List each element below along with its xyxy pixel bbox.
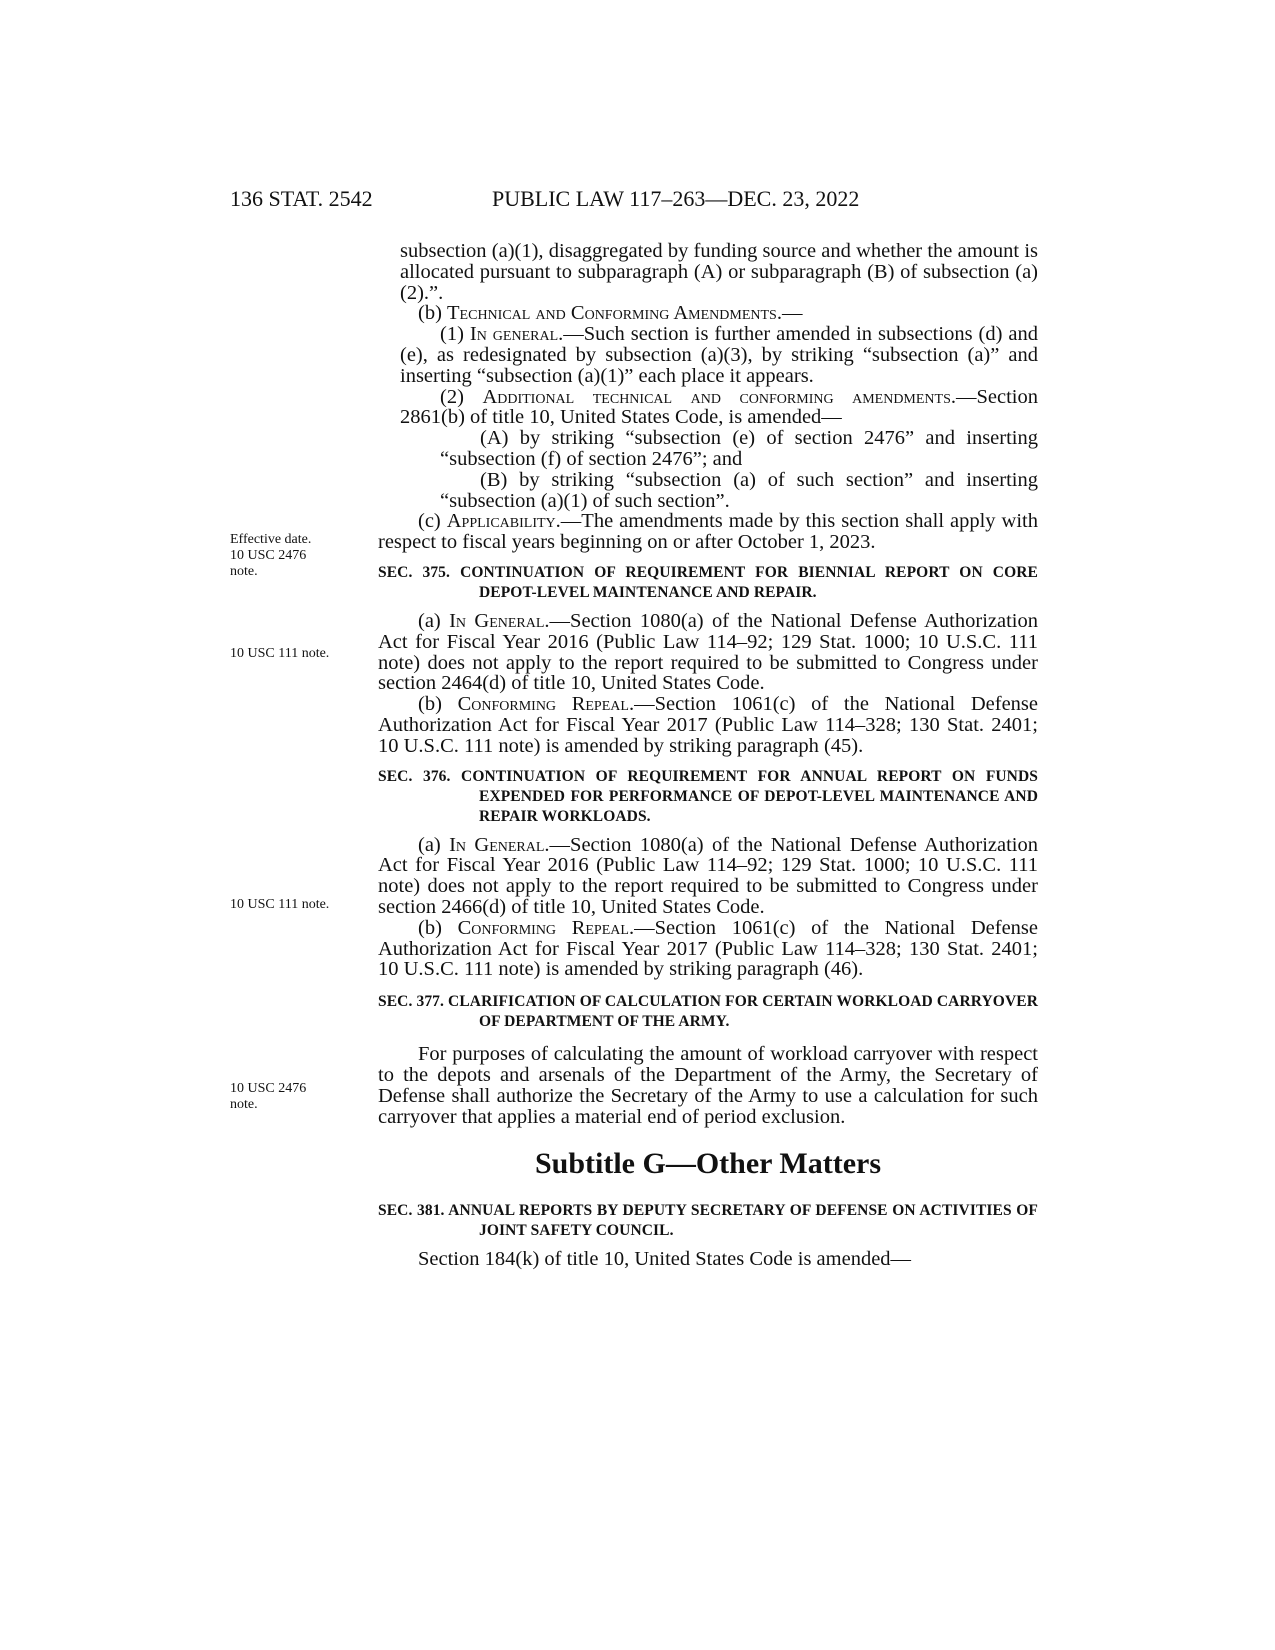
section-381-text: Section 184(k) of title 10, United States Code is amended— (418, 1248, 912, 1271)
margin-note-sec377: 10 USC 2476 note. (230, 1081, 307, 1112)
paragraph-b2-B: (B) by striking “subsection (a) of such section” and inserting “subsection (a)(1) of such section”. (440, 468, 1038, 512)
margin-note-sec376: 10 USC 111 note. (230, 897, 330, 912)
section-375-heading: SEC. 375. CONTINUATION OF REQUIREMENT FOR BIENNIAL REPORT ON CORE DEPOT-LEVEL MAINTENANCE AND REPAIR. (378, 563, 1038, 601)
section-381-heading: SEC. 381. ANNUAL REPORTS BY DEPUTY SECRETARY OF DEFENSE ON ACTIVITIES OF JOINT SAFETY COUNCIL. (378, 1202, 1038, 1240)
section-377-heading: SEC. 377. CLARIFICATION OF CALCULATION FOR CERTAIN WORKLOAD CARRYOVER OF DEPARTMENT OF THE ARMY. (378, 993, 1038, 1031)
subtitle-heading: Subtitle G—Other Matters (534, 1147, 882, 1181)
section-375-a: (a) In General.—Section 1080(a) of the National Defense Authorization Act for Fiscal Year 2016 (Public Law 114–92; 129 Stat. 1000; 10 U.S.C. 111 note) does not apply to the report required to be submitted to Congress under section 2464(d) of title 10, United States Code. (378, 609, 1038, 695)
margin-note-effective-date: Effective date. 10 USC 2476 note. (230, 532, 312, 579)
section-376-b: (b) Conforming Repeal.—Section 1061(c) of the National Defense Authorization Act for Fiscal Year 2017 (Public Law 114–328; 130 Stat. 2401; 10 U.S.C. 111 note) is amended by striking paragraph (46). (378, 916, 1039, 981)
paragraph-intro: subsection (a)(1), disaggregated by funding source and whether the amount is allocated pursuant to subparagraph (A) or subparagraph (B) of subsection (a)(2).”. (400, 240, 1038, 304)
section-375-b: (b) Conforming Repeal.—Section 1061(c) of the National Defense Authorization Act for Fiscal Year 2017 (Public Law 114–328; 130 Stat. 2401; 10 U.S.C. 111 note) is amended by striking paragraph (45). (378, 693, 1039, 757)
section-377-text: For purposes of calculating the amount of workload carryover with respect to the depots and arsenals of the Department of the Army, the Secretary of Defense shall authorize the Secretary of the Army to use a calculation for such carryover that applies a material end of period exclusion. (378, 1043, 1038, 1128)
subsection-c-applicability: (c) Applicability.—The amendments made by this section shall apply with respect to fiscal years beginning on or after October 1, 2023. (378, 510, 1038, 554)
subsection-b-heading: (b) Technical and Conforming Amendments.— (418, 302, 803, 325)
paragraph-b1: (1) In general.—Such section is further amended in subsections (d) and (e), as redesignated by subsection (a)(3), by striking “subsection (a)” and inserting “subsection (a)(1)” each place it appears. (400, 323, 1039, 387)
paragraph-b2-A: (A) by striking “subsection (e) of section 2476” and inserting “subsection (f) of section 2476”; and (440, 427, 1038, 470)
section-376-heading: SEC. 376. CONTINUATION OF REQUIREMENT FOR ANNUAL REPORT ON FUNDS EXPENDED FOR PERFORMANCE OF DEPOT-LEVEL MAINTENANCE AND REPAIR WORKLOADS. (378, 767, 1038, 825)
paragraph-b2: (2) Additional technical and conforming amendments.—Section 2861(b) of title 10, United States Code, is amended— (400, 385, 1039, 429)
statute-page-number: 136 STAT. 2542 (230, 186, 373, 211)
document-body (378, 241, 1038, 1270)
section-376-a: (a) In General.—Section 1080(a) of the National Defense Authorization Act for Fiscal Year 2016 (Public Law 114–92; 129 Stat. 1000; 10 U.S.C. 111 note) does not apply to the report required to be submitted to Congress under section 2466(d) of title 10, United States Code. (378, 833, 1038, 918)
public-law-title: PUBLIC LAW 117–263—DEC. 23, 2022 (492, 186, 860, 211)
margin-note-sec375: 10 USC 111 note. (230, 646, 330, 661)
